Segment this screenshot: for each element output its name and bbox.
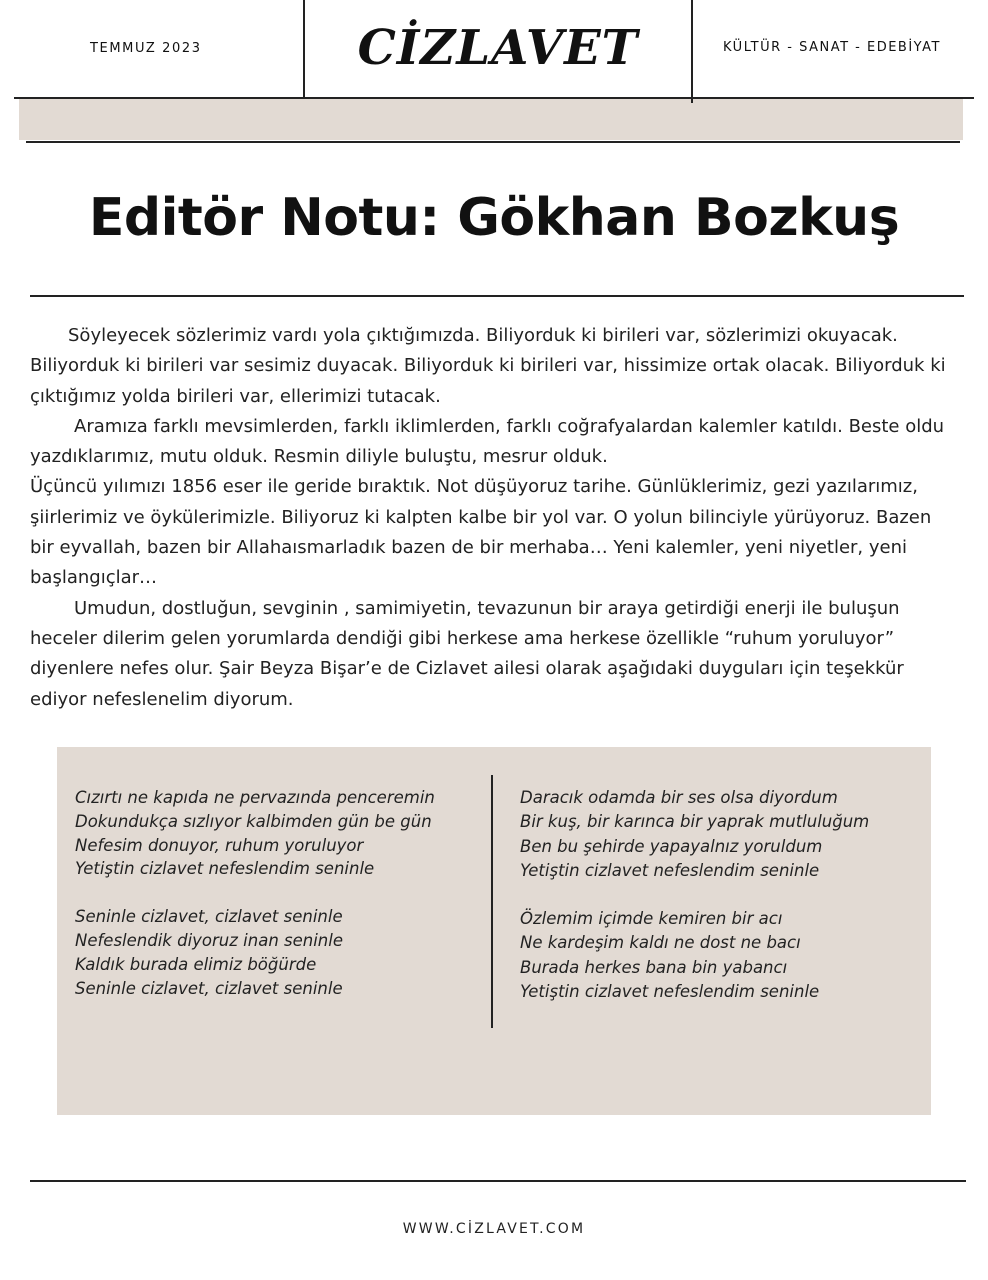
- poem-line: Yetiştin cizlavet nefeslendim seninle: [520, 982, 820, 1002]
- poem-line: Ben bu şehirde yapayalnız yoruldum: [520, 836, 823, 856]
- paragraph-3: Üçüncü yılımızı 1856 eser ile geride bıraktık. Not düşüyoruz tarihe. Günlüklerimiz, gezi yazılarımız, şiirlerimiz ve öykülerimizle. Biliyoruz ki kalpten kalbe bir yol var. O yolun bilinciyle yürüyoruz. Bazen bir eyvallah, bazen bir Allahaısmarladık bazen de bir merhaba… Yeni kalemler, yeni niyetler, yeni başlangıçlar…: [30, 476, 932, 589]
- paragraph-4: Umudun, dostluğun, sevginin , samimiyetin, tevazunun bir araya getirdiği enerji ile buluşun heceler dilerim gelen yorumlarda dendiği gibi herkese ama herkese özellikle “ruhum yoruluyor” diyenlere nefes olur. Şair Beyza Bişar’e de Cizlavet ailesi olarak aşağıdaki duyguları için teşekkür ediyor nefeslenelim diyorum.: [30, 597, 904, 710]
- poem-line: Cızırtı ne kapıda ne pervazında penceremin: [75, 788, 435, 807]
- poem-line: Seninle cizlavet, cizlavet seninle: [75, 907, 343, 927]
- poem-line: Yetiştin cizlavet nefeslendim seninle: [520, 860, 820, 880]
- poem-line: Nefeslendik diyoruz inan seninle: [75, 930, 344, 950]
- article-body: [30, 321, 960, 715]
- poem-column-right: [520, 786, 869, 1028]
- poem-line: Dokundukça sızlıyor kalbimden gün be gün: [75, 811, 432, 831]
- paragraph-2: Aramıza farklı mevsimlerden, farklı iklimlerden, farklı coğrafyalardan kalemler katıldı. Beste oldu yazdıklarımız, mutu olduk. Resmin diliyle buluştu, mesrur olduk.: [30, 415, 945, 468]
- header-band: [19, 98, 963, 140]
- poem-line: Ne kardeşim kaldı ne dost ne bacı: [520, 933, 801, 953]
- paragraph-1: Söyleyecek sözlerimiz vardı yola çıktığımızda. Biliyorduk ki birileri var, sözlerimizi okuyacak. Biliyorduk ki birileri var sesimiz duyacak. Biliyorduk ki birileri var, hissimize ortak olacak. Biliyorduk ki çıktığımız yolda birileri var, ellerimizi tutacak.: [30, 325, 946, 407]
- tagline: KÜLTÜR - SANAT - EDEBİYAT: [723, 40, 941, 55]
- issue-date: TEMMUZ 2023: [90, 41, 202, 56]
- poem-line: Bir kuş, bir karınca bir yaprak mutluluğum: [520, 812, 870, 832]
- poem-stanza: [75, 786, 435, 881]
- poem-stanza: [75, 905, 435, 1000]
- footer-rule: [30, 1180, 966, 1182]
- poem-line: Nefesim donuyor, ruhum yoruluyor: [75, 835, 364, 855]
- poem-line: Seninle cizlavet, cizlavet seninle: [75, 978, 343, 998]
- poem-line: Daracık odamda bir ses olsa diyordum: [520, 788, 838, 807]
- title-rule: [30, 295, 964, 297]
- poem-line: Özlemim içimde kemiren bir acı: [520, 909, 783, 929]
- poem-stanza: [520, 907, 869, 1004]
- brand-logo: CİZLAVET: [357, 20, 639, 76]
- poem-line: Burada herkes bana bin yabancı: [520, 957, 788, 977]
- masthead: [0, 0, 988, 142]
- header-rule: [14, 97, 974, 99]
- page-title: Editör Notu: Gökhan Bozkuş: [88, 188, 900, 248]
- poem-column-left: [75, 786, 435, 1024]
- poem-stanza: [520, 786, 869, 883]
- poem-line: Kaldık burada elimiz böğürde: [75, 954, 317, 974]
- poem-divider: [491, 775, 493, 1028]
- band-rule: [26, 141, 960, 143]
- poem-line: Yetiştin cizlavet nefeslendim seninle: [75, 859, 375, 879]
- website-link[interactable]: WWW.CİZLAVET.COM: [402, 1221, 586, 1237]
